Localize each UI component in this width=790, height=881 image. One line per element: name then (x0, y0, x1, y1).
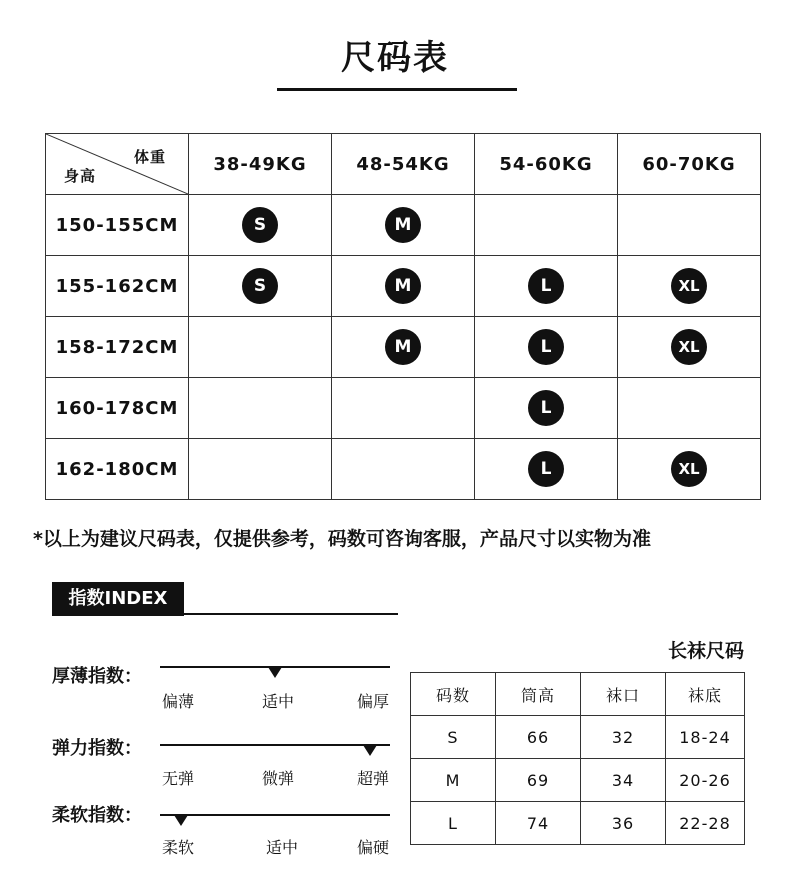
size-cell (189, 317, 332, 378)
sock-size-table (410, 672, 745, 845)
sock-header-cell: 筒高 (496, 673, 581, 716)
gauge-option: 微弹 (262, 769, 295, 788)
softness-gauge-line (160, 814, 390, 816)
size-cell (475, 317, 618, 378)
title-underline (277, 88, 517, 91)
sock-cell: S (411, 716, 496, 759)
sock-header-row (411, 673, 745, 716)
size-chart-table (45, 133, 761, 500)
sock-header-cell: 袜底 (666, 673, 745, 716)
sock-row (411, 759, 745, 802)
size-badge: L (528, 390, 564, 426)
sock-row (411, 716, 745, 759)
size-badge: XL (671, 329, 707, 365)
height-cell: 162-180CM (46, 439, 189, 500)
size-row (46, 317, 761, 378)
size-row (46, 256, 761, 317)
index-tag: 指数INDEX (52, 582, 184, 616)
sock-cell: 20-26 (666, 759, 745, 802)
sock-cell: 66 (496, 716, 581, 759)
size-cell (189, 378, 332, 439)
gauge-option: 适中 (262, 692, 295, 711)
elasticity-gauge-line (160, 744, 390, 746)
sock-cell: 74 (496, 802, 581, 845)
weight-column-header: 60-70KG (618, 134, 761, 195)
gauge-option: 超弹 (357, 769, 390, 788)
size-chart-header-row (46, 134, 761, 195)
size-cell (332, 256, 475, 317)
gauge-option: 偏薄 (162, 692, 195, 711)
size-cell (332, 195, 475, 256)
thickness-index-label: 厚薄指数： (52, 666, 142, 687)
sock-cell: L (411, 802, 496, 845)
size-cell (618, 378, 761, 439)
gauge-option: 无弹 (162, 769, 195, 788)
size-cell (475, 195, 618, 256)
softness-gauge-marker (174, 815, 188, 826)
size-badge: M (385, 329, 421, 365)
elasticity-index-label: 弹力指数： (52, 738, 142, 759)
height-cell: 155-162CM (46, 256, 189, 317)
thickness-gauge-marker (268, 667, 282, 678)
sock-cell: 32 (581, 716, 666, 759)
size-badge: XL (671, 451, 707, 487)
gauge-option: 柔软 (162, 838, 195, 857)
size-badge: L (528, 329, 564, 365)
softness-index-label: 柔软指数： (52, 805, 142, 826)
elasticity-gauge-marker (363, 745, 377, 756)
size-cell (475, 378, 618, 439)
weight-axis-label: 体重 (133, 148, 166, 166)
sock-header-cell: 码数 (411, 673, 496, 716)
sock-chart-title: 长袜尺码 (667, 640, 744, 662)
gauge-option: 偏硬 (357, 838, 390, 857)
sock-cell: 36 (581, 802, 666, 845)
size-cell (475, 256, 618, 317)
size-cell (332, 439, 475, 500)
size-badge: M (385, 268, 421, 304)
size-row (46, 195, 761, 256)
size-badge: S (242, 207, 278, 243)
weight-column-header: 48-54KG (332, 134, 475, 195)
sock-row (411, 802, 745, 845)
size-cell (618, 317, 761, 378)
size-cell (189, 195, 332, 256)
size-note: *以上为建议尺码表，仅提供参考，码数可咨询客服，产品尺寸以实物为准 (33, 528, 651, 550)
page-title: 尺码表 (341, 38, 449, 78)
sock-cell: M (411, 759, 496, 802)
weight-column-header: 38-49KG (189, 134, 332, 195)
corner-cell (46, 134, 189, 195)
size-cell (332, 317, 475, 378)
size-cell (618, 256, 761, 317)
gauge-option: 偏厚 (357, 692, 390, 711)
height-axis-label: 身高 (64, 167, 97, 185)
size-badge: M (385, 207, 421, 243)
size-row (46, 439, 761, 500)
size-badge: L (528, 268, 564, 304)
sock-cell: 18-24 (666, 716, 745, 759)
sock-cell: 69 (496, 759, 581, 802)
size-cell (475, 439, 618, 500)
sock-header-cell: 袜口 (581, 673, 666, 716)
size-cell (189, 439, 332, 500)
size-badge: S (242, 268, 278, 304)
size-badge: XL (671, 268, 707, 304)
index-underline (184, 613, 398, 615)
weight-column-header: 54-60KG (475, 134, 618, 195)
sock-cell: 22-28 (666, 802, 745, 845)
size-row (46, 378, 761, 439)
height-cell: 158-172CM (46, 317, 189, 378)
sock-cell: 34 (581, 759, 666, 802)
size-cell (189, 256, 332, 317)
height-cell: 150-155CM (46, 195, 189, 256)
size-cell (332, 378, 475, 439)
height-cell: 160-178CM (46, 378, 189, 439)
size-cell (618, 439, 761, 500)
gauge-option: 适中 (266, 838, 299, 857)
size-cell (618, 195, 761, 256)
size-badge: L (528, 451, 564, 487)
